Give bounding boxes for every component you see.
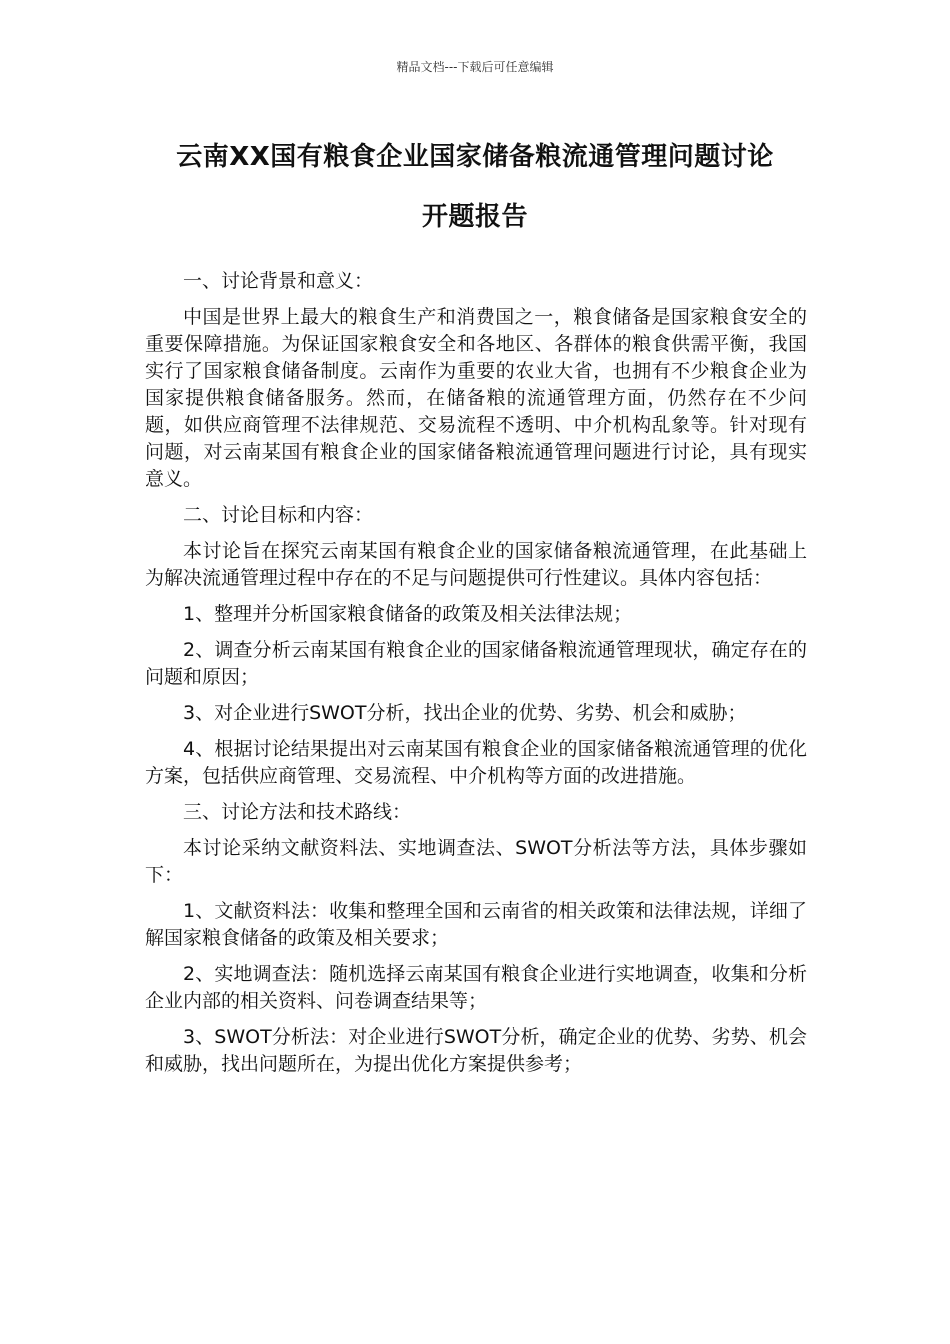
header-note: 精品文档---下载后可任意编辑 bbox=[396, 60, 554, 74]
section-heading-objectives: 二、讨论目标和内容： bbox=[183, 504, 374, 526]
list-item-content-1: 1、整理并分析国家粮食储备的政策及相关法律法规； bbox=[183, 603, 633, 625]
list-item-method-2: 2、实地调查法：随机选择云南某国有粮食企业进行实地调查，收集和分析企业内部的相关资料、问卷调查结果等； bbox=[145, 963, 807, 1012]
section-heading-background: 一、讨论背景和意义： bbox=[183, 270, 374, 292]
paragraph-background: 中国是世界上最大的粮食生产和消费国之一，粮食储备是国家粮食安全的重要保障措施。为保证国家粮食安全和各地区、各群体的粮食供需平衡，我国实行了国家粮食储备制度。云南作为重要的农业大省，也拥有不少粮食企业为国家提供粮食储备服务。然而，在储备粮的流通管理方面，仍然存在不少问题，如供应商管理不法律规范、交易流程不透明、中介机构乱象等。针对现有问题，对云南某国有粮食企业的国家储备粮流通管理问题进行讨论，具有现实意义。 bbox=[145, 306, 807, 490]
document-title-line-1: 云南XX国有粮食企业国家储备粮流通管理问题讨论 bbox=[176, 142, 774, 172]
paragraph-objectives: 本讨论旨在探究云南某国有粮食企业的国家储备粮流通管理，在此基础上为解决流通管理过程中存在的不足与问题提供可行性建议。具体内容包括： bbox=[145, 540, 807, 589]
document-body bbox=[145, 268, 807, 1087]
list-item-content-3: 3、对企业进行SWOT分析，找出企业的优势、劣势、机会和威胁； bbox=[183, 702, 747, 724]
list-item-method-1: 1、文献资料法：收集和整理全国和云南省的相关政策和法律法规，详细了解国家粮食储备的政策及相关要求； bbox=[145, 900, 807, 949]
paragraph-methods: 本讨论采纳文献资料法、实地调查法、SWOT分析法等方法，具体步骤如下： bbox=[145, 837, 807, 886]
list-item-content-4: 4、根据讨论结果提出对云南某国有粮食企业的国家储备粮流通管理的优化方案，包括供应商管理、交易流程、中介机构等方面的改进措施。 bbox=[145, 738, 807, 787]
list-item-method-3: 3、SWOT分析法：对企业进行SWOT分析，确定企业的优势、劣势、机会和威胁，找出问题所在，为提出优化方案提供参考； bbox=[145, 1026, 807, 1075]
section-heading-methods: 三、讨论方法和技术路线： bbox=[183, 801, 412, 823]
document-title-line-2: 开题报告 bbox=[421, 202, 528, 232]
list-item-content-2: 2、调查分析云南某国有粮食企业的国家储备粮流通管理现状，确定存在的问题和原因； bbox=[145, 639, 807, 688]
